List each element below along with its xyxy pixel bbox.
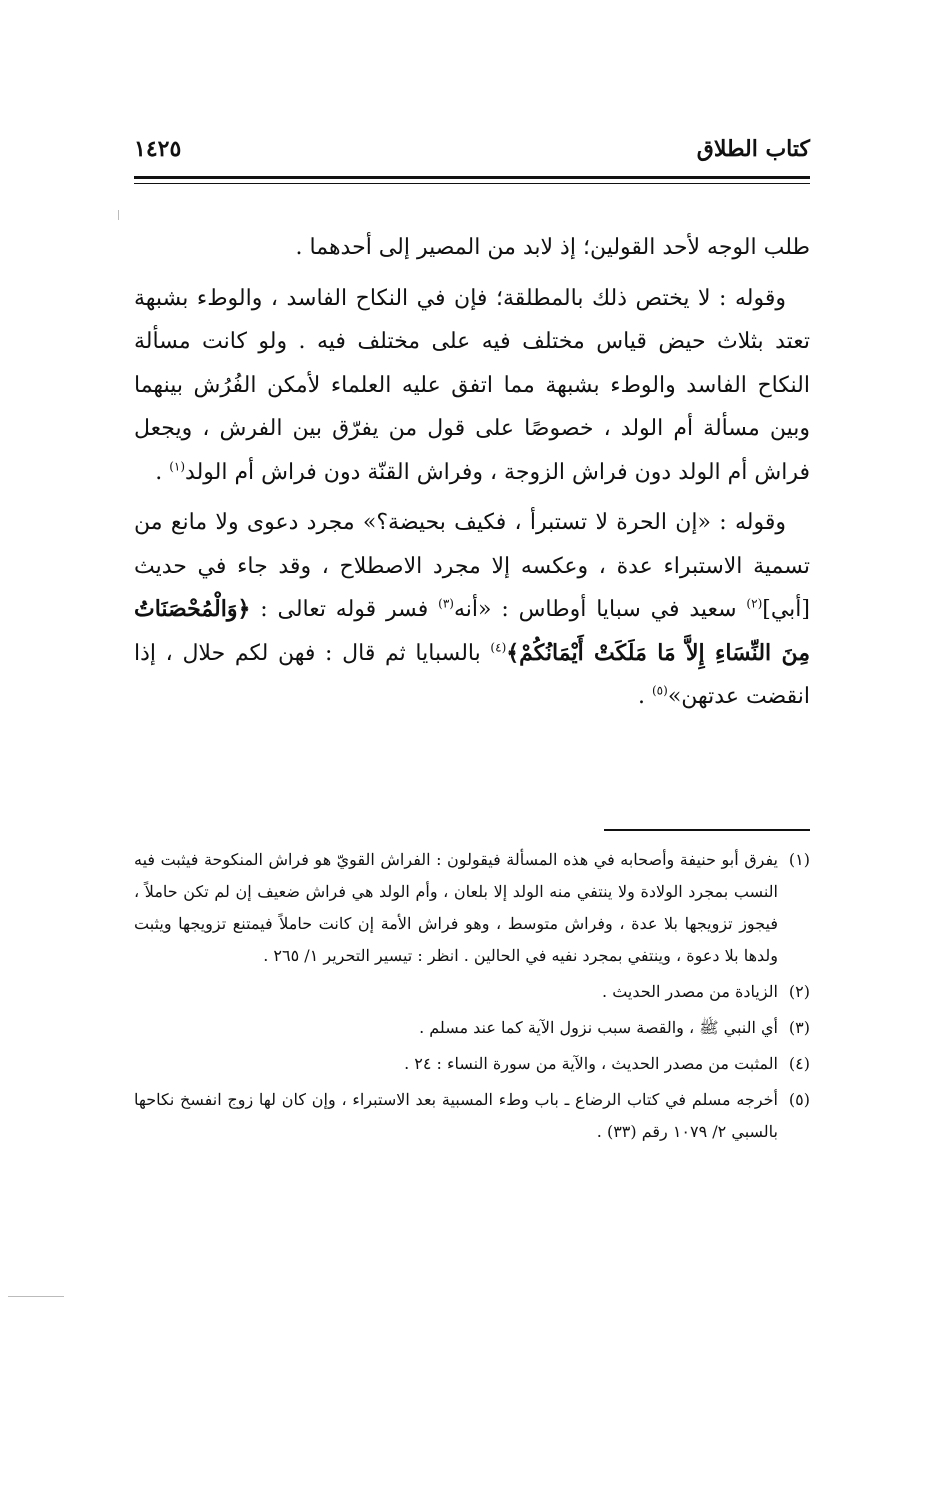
header-rule-thick (134, 176, 810, 179)
footnote-text: أي النبي ﷺ ، والقصة سبب نزول الآية كما عند مسلم . (419, 1018, 778, 1037)
running-header (134, 136, 810, 176)
footnotes (134, 844, 810, 1152)
footnote-text: يفرق أبو حنيفة وأصحابه في هذه المسألة فيقولون : الفراش القويّ هو فراش المنكوحة فيثبت فيه النسب بمجرد الولادة ولا ينتفي منه الولد إلا بلعان ، وأم الولد هي فراش ضعيف إن لم تكن حاملاً ، فيجوز تزويجها بلا عدة ، وفراش متوسط ، وهو فراش الأمة إن كانت حاملاً فيمتنع تزويجها ويثبت ولدها بلا دعوة ، وينتفي بمجرد نفيه في الحالين . انظر : تيسير التحرير ١/ ٢٦٥ . (134, 850, 778, 965)
footnote-ref-4[interactable]: (٤) (490, 640, 507, 655)
footnote-number: (١) (788, 850, 810, 869)
footnote-ref-5[interactable]: (٥) (651, 683, 668, 698)
footnote-text: أخرجه مسلم في كتاب الرضاع ـ باب وطء المسبية بعد الاستبراء ، وإن كان لها زوج انفسخ نكاحها بالسبي ٢/ ١٠٧٩ رقم (٣٣) . (134, 1090, 778, 1141)
paragraph-2 (134, 277, 810, 495)
paragraph-2-text: وقوله : لا يختص ذلك بالمطلقة؛ فإن في النكاح الفاسد ، والوطء بشبهة تعتد بثلاث حيض قياس مختلف فيه على مختلف فيه . ولو كانت مسألة النكاح الفاسد والوطء بشبهة مما اتفق عليه العلماء لأمكن الفُرُش بينهما وبين مسألة أم الولد ، خصوصًا على قول من يفرّق بين الفرش ، ويجعل فراش أم الولد دون فراش الزوجة ، وفراش القنّة دون فراش أم الولد (134, 285, 810, 485)
paragraph-2-end: . (155, 459, 170, 485)
footnote-number: (٢) (788, 982, 810, 1001)
footnote-3 (134, 1012, 810, 1044)
header-rule-thin (134, 183, 810, 184)
paragraph-1: طلب الوجه لأحد القولين؛ إذ لابد من المصير إلى أحدهما . (295, 235, 810, 260)
paragraph-3-end: . (637, 684, 652, 709)
footnote-number: (٣) (788, 1018, 810, 1037)
footnote-number: (٤) (788, 1054, 810, 1073)
footnote-text: المثبت من مصدر الحديث ، والآية من سورة النساء : ٢٤ . (404, 1054, 778, 1073)
footnote-ref-1[interactable]: (١) (169, 459, 186, 474)
footnote-separator (604, 829, 810, 831)
chapter-title: كتاب الطلاق (696, 136, 810, 162)
scan-mark (8, 1296, 64, 1297)
footnote-1 (134, 844, 810, 972)
footnote-ref-2[interactable]: (٢) (746, 596, 763, 611)
footnote-4 (134, 1048, 810, 1080)
paragraph-3-text-c: فسر قوله تعالى : (250, 597, 439, 622)
footnote-number: (٥) (788, 1090, 810, 1109)
paragraph-3 (134, 501, 810, 719)
footnote-text: الزيادة من مصدر الحديث . (602, 982, 778, 1001)
paragraph-3-text-d: بالسبايا ثم قال : فهن لكم حلال ، إذا انقضت عدتهن» (134, 640, 810, 709)
quran-verse: ﴿وَالْمُحْصَنَاتُ مِنَ النِّسَاءِ إِلاَّ مَا مَلَكَتْ أَيْمَانُكُمْ﴾ (134, 596, 810, 666)
footnote-5 (134, 1084, 810, 1148)
page-number: ١٤٢٥ (134, 136, 182, 162)
footnote-2 (134, 976, 810, 1008)
paragraph-3-text-a: وقوله : «إن الحرة لا تستبرأ ، فكيف بحيضة؟» مجرد دعوى ولا مانع من تسمية الاستبراء عدة ، وعكسه إلا مجرد الاصطلاح ، وقد جاء في حديث [أبي] (134, 510, 810, 622)
paragraph-3-text-b: سعيد في سبايا أوطاس : «أنه (453, 597, 747, 622)
main-text (134, 226, 810, 726)
scan-mark (118, 210, 119, 220)
footnote-ref-3[interactable]: (٣) (438, 596, 454, 611)
